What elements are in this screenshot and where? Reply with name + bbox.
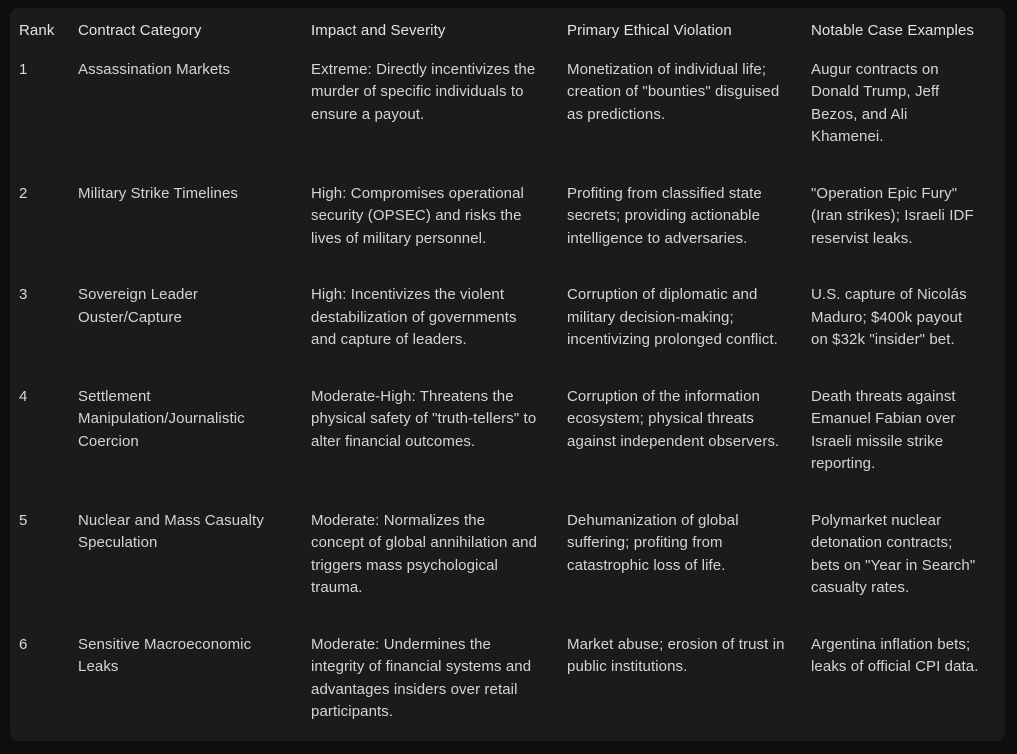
table-row [19,510,1005,634]
cell-rank: 6 [19,635,28,653]
table-header [19,8,1005,59]
table-row [19,183,1005,285]
cell-impact-severity: Moderate-High: Threatens the physical safety of "truth-tellers" to alter financial outcomes. [311,387,537,450]
cell-impact-severity: Moderate: Undermines the integrity of financial systems and advantages insiders over retail participants. [311,635,532,720]
cell-impact-severity: High: Compromises operational security (OPSEC) and risks the lives of military personnel. [311,184,524,247]
cell-primary-ethical-violation: Monetization of individual life; creation of "bounties" disguised as predictions. [567,60,780,123]
header-row [19,8,1005,59]
table-body [19,59,1005,742]
cell-notable-case-examples: U.S. capture of Nicolás Maduro; $400k payout on $32k "insider" bet. [811,286,967,348]
cell-primary-ethical-violation: Market abuse; erosion of trust in public institutions. [567,635,785,675]
cell-contract-category: Settlement Manipulation/Journalistic Coercion [78,387,245,450]
cell-notable-case-examples: Polymarket nuclear detonation contracts; bets on "Year in Search" casualty rates. [811,511,976,596]
column-header-impact-severity: Impact and Severity [311,22,446,39]
table-row [19,386,1005,510]
table-card [10,8,1005,741]
cell-notable-case-examples: Argentina inflation bets; leaks of official CPI data. [811,635,979,675]
cell-contract-category: Nuclear and Mass Casualty Speculation [78,511,264,551]
cell-notable-case-examples: Death threats against Emanuel Fabian over Israeli missile strike reporting. [811,387,956,472]
table-row [19,59,1005,183]
table-row [19,284,1005,386]
column-header-primary-ethical-violation: Primary Ethical Violation [567,22,732,39]
cell-primary-ethical-violation: Corruption of diplomatic and military decision-making; incentivizing prolonged conflict. [567,286,778,348]
cell-contract-category: Sensitive Macroeconomic Leaks [78,635,252,675]
cell-notable-case-examples: "Operation Epic Fury" (Iran strikes); Israeli IDF reservist leaks. [811,184,974,247]
contracts-table [19,8,1005,741]
cell-impact-severity: High: Incentivizes the violent destabilization of governments and capture of leaders. [311,286,517,348]
column-header-rank: Rank [19,22,55,39]
cell-notable-case-examples: Augur contracts on Donald Trump, Jeff Bezos, and Ali Khamenei. [811,60,940,145]
cell-primary-ethical-violation: Corruption of the information ecosystem; physical threats against independent observers. [567,387,780,450]
cell-rank: 4 [19,387,28,405]
cell-rank: 2 [19,184,28,202]
cell-rank: 3 [19,286,28,303]
cell-contract-category: Assassination Markets [78,60,231,78]
cell-impact-severity: Moderate: Normalizes the concept of global annihilation and triggers mass psychological trauma. [311,511,538,596]
cell-primary-ethical-violation: Profiting from classified state secrets; providing actionable intelligence to adversaries. [567,184,762,247]
table-row [19,634,1005,742]
cell-rank: 5 [19,511,28,529]
column-header-notable-case-examples: Notable Case Examples [811,22,975,39]
cell-contract-category: Military Strike Timelines [78,184,239,202]
cell-contract-category: Sovereign Leader Ouster/Capture [78,286,199,326]
cell-primary-ethical-violation: Dehumanization of global suffering; profiting from catastrophic loss of life. [567,511,739,574]
column-header-contract-category: Contract Category [78,22,202,39]
cell-rank: 1 [19,60,28,78]
cell-impact-severity: Extreme: Directly incentivizes the murder of specific individuals to ensure a payout. [311,60,536,123]
